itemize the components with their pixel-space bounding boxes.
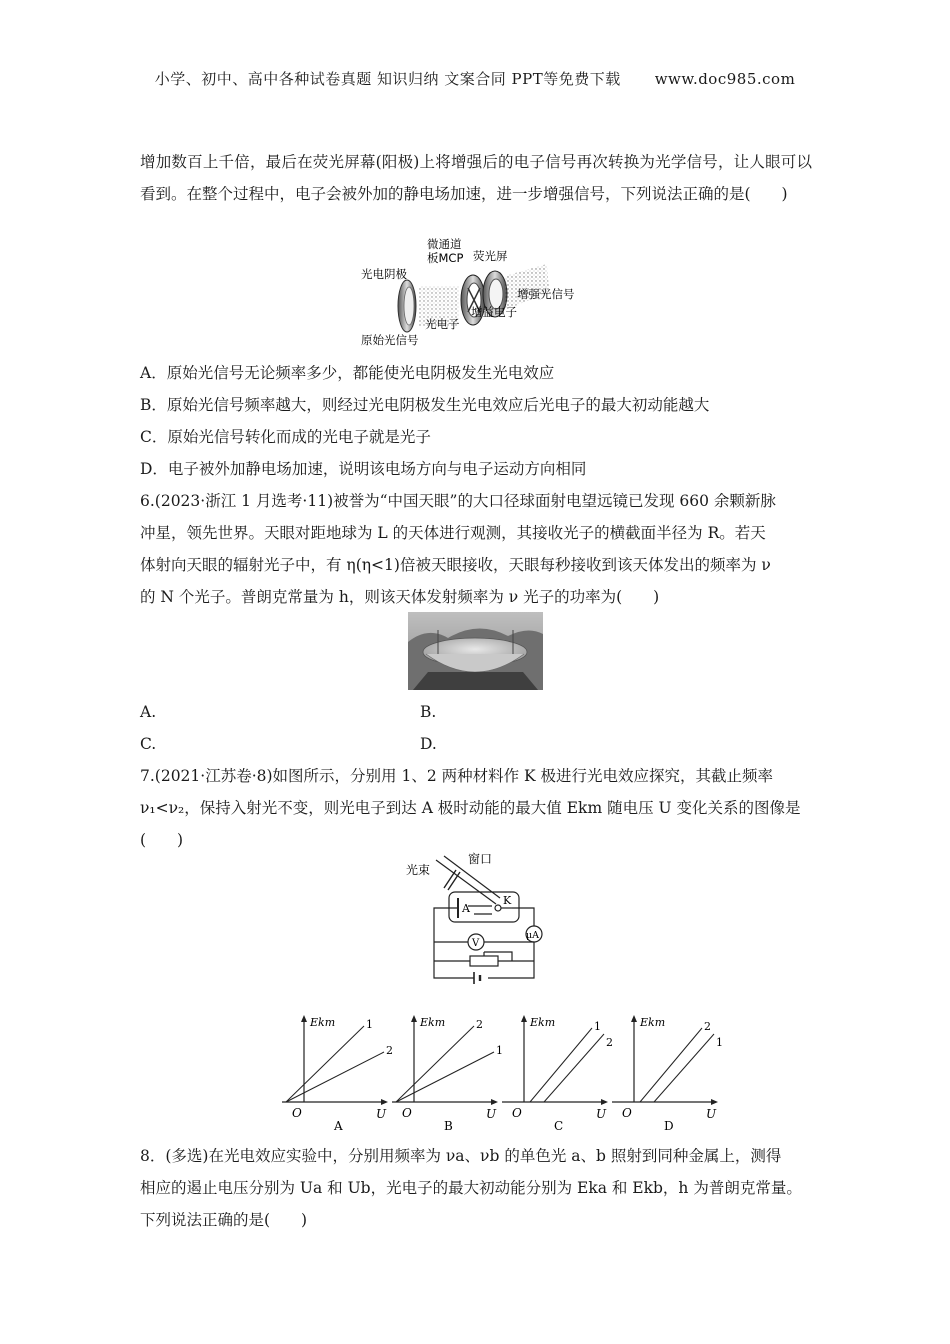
fig-label-screen: 荧光屏: [473, 249, 508, 263]
q5-stem: 增加数百上千倍，最后在荧光屏幕(阳极)上将增强后的电子信号再次转换为光学信号，让人眼可以看到。在整个过程中，电子会被外加的静电场加速，进一步增强信号，下列说法正确的是( ): [140, 153, 812, 203]
q6-option-a: A.: [140, 703, 157, 721]
fig-label-photoelectron: 光电子: [425, 317, 460, 331]
x-axis-arrow: [491, 1099, 498, 1105]
fig-label-enhanced: 增强光信号: [517, 287, 575, 301]
graph-line-1: [396, 1052, 494, 1102]
graph-ylabel: Ekm: [640, 1016, 666, 1029]
header-text: 小学、初中、高中各种试卷真题 知识归纳 文案合同 PPT等免费下载: [154, 70, 621, 88]
graph-line-2: [640, 1028, 702, 1102]
graph-line-1: [654, 1034, 714, 1102]
y-axis-arrow: [301, 1015, 307, 1022]
q7-graph-options: [272, 1014, 723, 1133]
q5-option-c: C．原始光信号转化而成的光电子就是光子: [140, 428, 431, 446]
graph-panel-label: A: [334, 1119, 343, 1133]
q5-section: [140, 146, 812, 210]
q6-line-4: 的 N 个光子。普朗克常量为 h，则该天体发射频率为 ν 光子的功率为( ): [140, 588, 660, 606]
q6-line-1: 6.(2023·浙江 1 月选考·11)被誉为“中国天眼”的大口径球面射电望远镜已发现 660 余颗新脉: [140, 492, 776, 510]
q6-option-d: D.: [420, 735, 437, 753]
graph-line-tag: 1: [366, 1018, 373, 1031]
fast-telescope-photo: [408, 612, 543, 690]
graph-xlabel: U: [486, 1107, 497, 1121]
header-url: www.doc985.com: [654, 70, 796, 88]
graph-xlabel: U: [376, 1107, 387, 1121]
circuit-label-ammeter: μA: [526, 930, 540, 941]
image-intensifier-figure: [355, 236, 595, 348]
q6-line-3: 体射向天眼的辐射光子中，有 η(η<1)倍被天眼接收，天眼每秒接收到该天体发出的频率为 ν: [140, 556, 771, 574]
graph-line-1: [286, 1026, 364, 1102]
circuit-label-window: 窗口: [468, 852, 493, 866]
circuit-label-anode: A: [462, 902, 470, 915]
x-axis-arrow: [711, 1099, 718, 1105]
graph-panel-label: C: [554, 1119, 564, 1133]
q7-section: [140, 760, 812, 856]
graph-panel-c: [502, 1015, 613, 1133]
q8-line-1: 8．(多选)在光电效应实验中，分别用频率为 νa、νb 的单色光 a、b 照射到同种金属上，测得: [140, 1147, 782, 1165]
q6-options: [140, 696, 812, 760]
graph-ylabel: Ekm: [420, 1016, 446, 1029]
q6-section: [140, 485, 812, 613]
y-axis-arrow: [521, 1015, 527, 1022]
fig-label-original: 原始光信号: [361, 333, 419, 347]
graph-line-tag: 2: [606, 1036, 613, 1049]
q8-line-3: 下列说法正确的是( ): [140, 1211, 308, 1229]
q5-option-a: A．原始光信号无论频率多少，都能使光电阴极发生光电效应: [140, 364, 555, 382]
circuit-label-cathode: K: [503, 894, 512, 907]
graph-line-tag: 2: [476, 1018, 483, 1031]
fig-label-mcp1: 微通道: [427, 237, 462, 251]
q8-section: [140, 1140, 812, 1236]
y-axis-arrow: [631, 1015, 637, 1022]
graph-panel-label: D: [664, 1119, 674, 1133]
graph-ylabel: Ekm: [310, 1016, 336, 1029]
q8-line-2: 相应的遏止电压分别为 Ua 和 Ub，光电子的最大初动能分别为 Eka 和 Ekb，h 为普朗克常量。: [140, 1179, 802, 1197]
graph-panel-b: [392, 1015, 503, 1133]
graph-panel-label: B: [444, 1119, 453, 1133]
graph-ylabel: Ekm: [530, 1016, 556, 1029]
graph-xlabel: U: [596, 1107, 607, 1121]
graph-line-2: [396, 1026, 474, 1102]
y-axis-arrow: [411, 1015, 417, 1022]
graph-origin: O: [512, 1106, 522, 1120]
q7-line-2: ν₁<ν₂，保持入射光不变，则光电子到达 A 极时动能的最大值 Ekm 随电压 U 变化关系的图像是: [140, 799, 801, 817]
fig-label-gain: 增益电子: [471, 305, 517, 319]
graph-origin: O: [622, 1106, 632, 1120]
circuit-label-beam: 光束: [406, 863, 431, 877]
graph-line-2: [286, 1052, 384, 1102]
circuit-label-voltmeter: V: [472, 938, 480, 949]
graph-line-tag: 1: [716, 1036, 723, 1049]
x-axis-arrow: [381, 1099, 388, 1105]
q6-option-c: C.: [140, 735, 157, 753]
graph-origin: O: [292, 1106, 302, 1120]
q5-option-b: B．原始光信号频率越大，则经过光电阴极发生光电效应后光电子的最大初动能越大: [140, 396, 710, 414]
q5-options: [140, 357, 812, 485]
graph-line-tag: 2: [704, 1020, 711, 1033]
graph-origin: O: [402, 1106, 412, 1120]
graph-line-1: [530, 1028, 592, 1102]
q7-line-3: ( ): [140, 831, 184, 849]
graph-line-tag: 2: [386, 1044, 393, 1057]
x-axis-arrow: [601, 1099, 608, 1105]
graph-panel-d: [612, 1015, 723, 1133]
graph-panel-a: [282, 1015, 393, 1133]
page-header: [0, 68, 950, 89]
q6-option-b: B.: [420, 703, 437, 721]
fig-label-mcp2: 板MCP: [427, 251, 464, 265]
q6-line-2: 冲星，领先世界。天眼对距地球为 L 的天体进行观测，其接收光子的横截面半径为 R。若天: [140, 524, 766, 542]
graph-xlabel: U: [706, 1107, 717, 1121]
graph-line-tag: 1: [496, 1044, 503, 1057]
graph-line-tag: 1: [594, 1020, 601, 1033]
q7-line-1: 7.(2021·江苏卷·8)如图所示，分别用 1、2 两种材料作 K 极进行光电效应探究，其截止频率: [140, 767, 774, 785]
photoelectric-circuit: [404, 848, 554, 1000]
graph-line-2: [544, 1034, 604, 1102]
q5-option-d: D．电子被外加静电场加速，说明该电场方向与电子运动方向相同: [140, 460, 587, 478]
fig-label-cathode: 光电阴极: [361, 267, 407, 281]
